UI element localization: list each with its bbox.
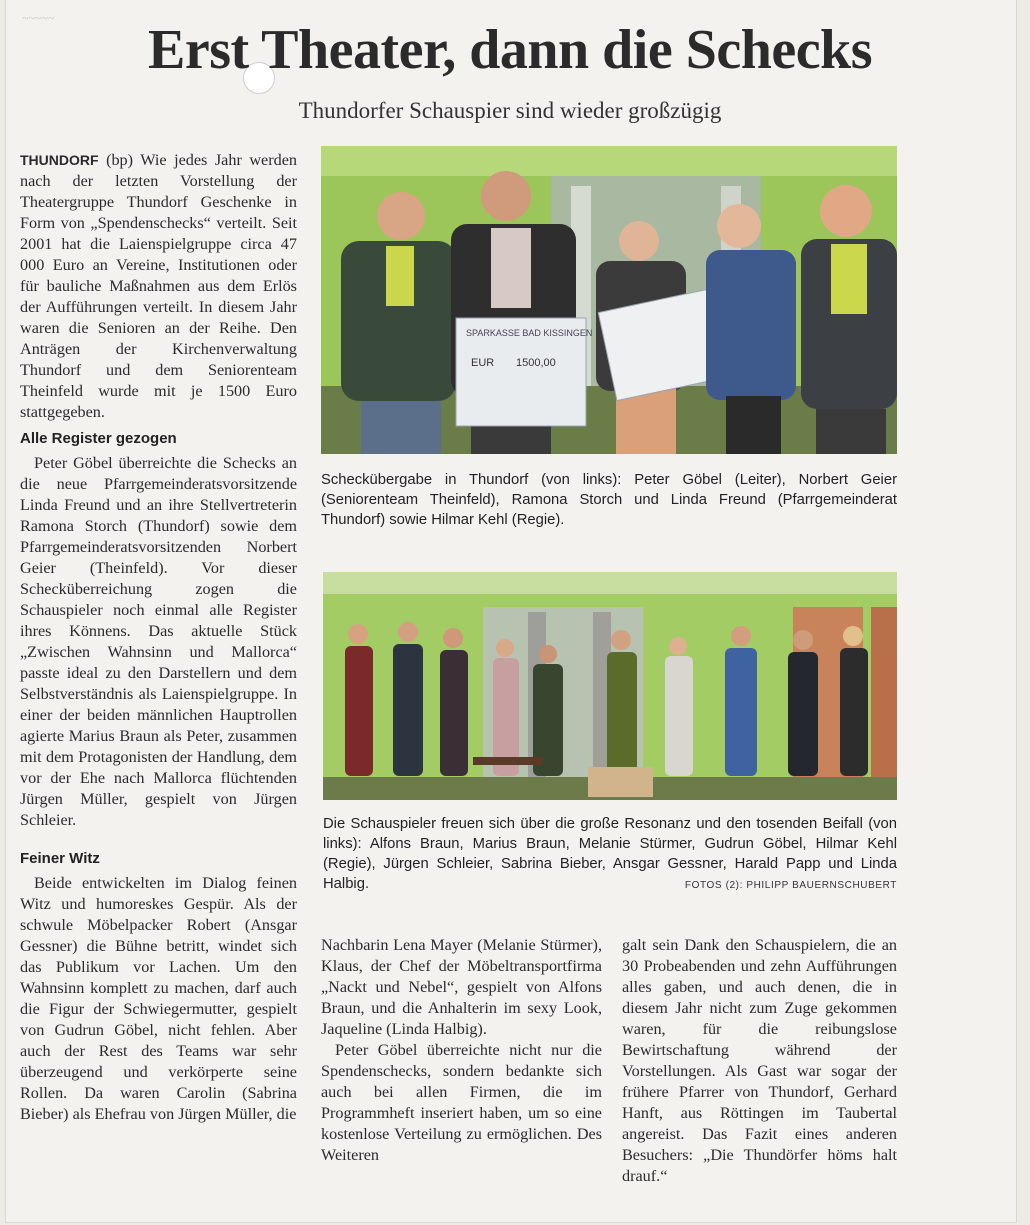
section-heading-witz: Feiner Witz (20, 850, 100, 867)
middle-column (321, 935, 602, 1166)
col3-paragraph1: galt sein Dank den Schauspielern, die an 30 Probeabenden und zehn Aufführungen alles gaben, und auch denen, die in diesem Jahr nicht zum Zuge gekommen waren, für die reibungslose Bewirtschaftung während der Vorstellungen. Als Gast war sogar der frühere Pfarrer von Thundorf, Gerhard Hanft, aus Röttingen im Taubertal angereist. Das Fazit eines anderen Besuchers: „Die Thundörfer höms halt drauf.“ (622, 936, 897, 1185)
check1-currency: EUR (471, 357, 495, 369)
dateline-author: (bp) (106, 151, 134, 169)
check1-amount: 1500,00 (516, 357, 556, 369)
photo-cast-stage (323, 572, 897, 800)
section2-paragraph: Beide entwickelten im Dialog feinen Witz und humoreskes Gespür. Als der schwule Möbelpacker Robert (Ansgar Gessner) die Bühne betritt, windet sich das Publikum vor Lachen. Um den Wahnsinn komplett zu machen, darf auch die Figur der Schwiegermutter, gespielt von Gudrun Göbel, nicht fehlen. Aber auch der Rest des Teams war sehr überzeugend und verkörperte seine Rollen. Da waren Carolin (Sabrina Bieber) als Ehefrau von Jürgen Müller, die (20, 874, 297, 1123)
intro-paragraph (20, 150, 297, 423)
section1-paragraph: Peter Göbel überreichte die Schecks an die neue Pfarrgemeinderatsvorsitzende Linda Freund und an ihre Stellvertreterin Ramona Storch (Thundorf) sowie dem Pfarrgemeinderatsvorsitzenden Norbert Geier (Theinfeld). Vor dieser Schecküberreichung zogen die Schauspieler noch einmal alle Register ihres Könnens. Das aktuelle Stück „Zwischen Wahnsinn und Mallorca“ passte ideal zu den Darstellern und dem Selbstverständnis als Laienspielgruppe. In einer der beiden männlichen Hauptrollen agierte Marius Braun als Peter, zusammen mit dem Protagonisten der Handlung, dem vor der Ehe nach Mallorca flüchtenden Jürgen Müller, gespielt von Jürgen Schleier. (20, 454, 297, 829)
photo-check-handover (321, 146, 897, 454)
subheadline: Thundorfer Schauspier sind wieder großzügig (298, 98, 722, 123)
photo-credit: FOTOS (2): PHILIPP BAUERNSCHUBERT (684, 880, 897, 891)
photo-check-handover-image (321, 146, 897, 454)
right-column (622, 935, 897, 1187)
intro-text: Wie jedes Jahr werden nach der letzten Vorstellung der Theatergruppe Thundorf Geschenke in Form von „Spendenschecks“ verteilt. Seit 2001 hat die Laienspielgruppe circa 47 000 Euro an Vereine, Institutionen oder für bauliche Maßnahmen aus dem Erlös der Aufführungen verteilt. In diesem Jahr waren die Senioren an der Reihe. Den Anträgen der Kirchenverwaltung Thundorf und dem Seniorenteam Theinfeld wurde mit je 1500 Euro stattgegeben. (20, 151, 297, 421)
photo-cast-stage-image (323, 572, 897, 800)
col2-paragraph2: Peter Göbel überreichte nicht nur die Spendenschecks, sondern bedankte sich auch bei allen Firmen, die im Programmheft inseriert haben, um so eine kostenlose Verteilung zu ermöglichen. Des Weiteren (321, 1041, 602, 1164)
bleed-through-text: ~~~~~ (22, 11, 55, 25)
check1-bank-label: SPARKASSE BAD KISSINGEN (466, 328, 593, 338)
photo2-caption: Die Schauspieler freuen sich über die große Resonanz und den tosenden Beifall (von links): Alfons Braun, Marius Braun, Melanie Stürmer, Gudrun Göbel, Hilmar Kehl (Regie), Jürgen Schleier, Sabrina Bieber, Ansgar Gessner, Harald Papp und Linda Halbig. (323, 816, 897, 892)
col2-paragraph1: Nachbarin Lena Mayer (Melanie Stürmer), Klaus, der Chef der Möbeltransportfirma „Nackt und Nebel“, gespielt von Alfons Braun, und die Anhalterin im sexy Look, Jaqueline (Linda Halbig). (321, 936, 602, 1038)
photo1-caption: Scheckübergabe in Thundorf (von links): Peter Göbel (Leiter), Norbert Geier (Seniorenteam Theinfeld), Ramona Storch und Linda Freund (Pfarrgemeinderat Thundorf) sowie Hilmar Kehl (Regie). (321, 472, 897, 528)
headline: Erst Theater, dann die Schecks (148, 19, 872, 81)
left-column (20, 150, 297, 1125)
dateline: THUNDORF (20, 152, 99, 168)
section-heading-register: Alle Register gezogen (20, 430, 177, 447)
